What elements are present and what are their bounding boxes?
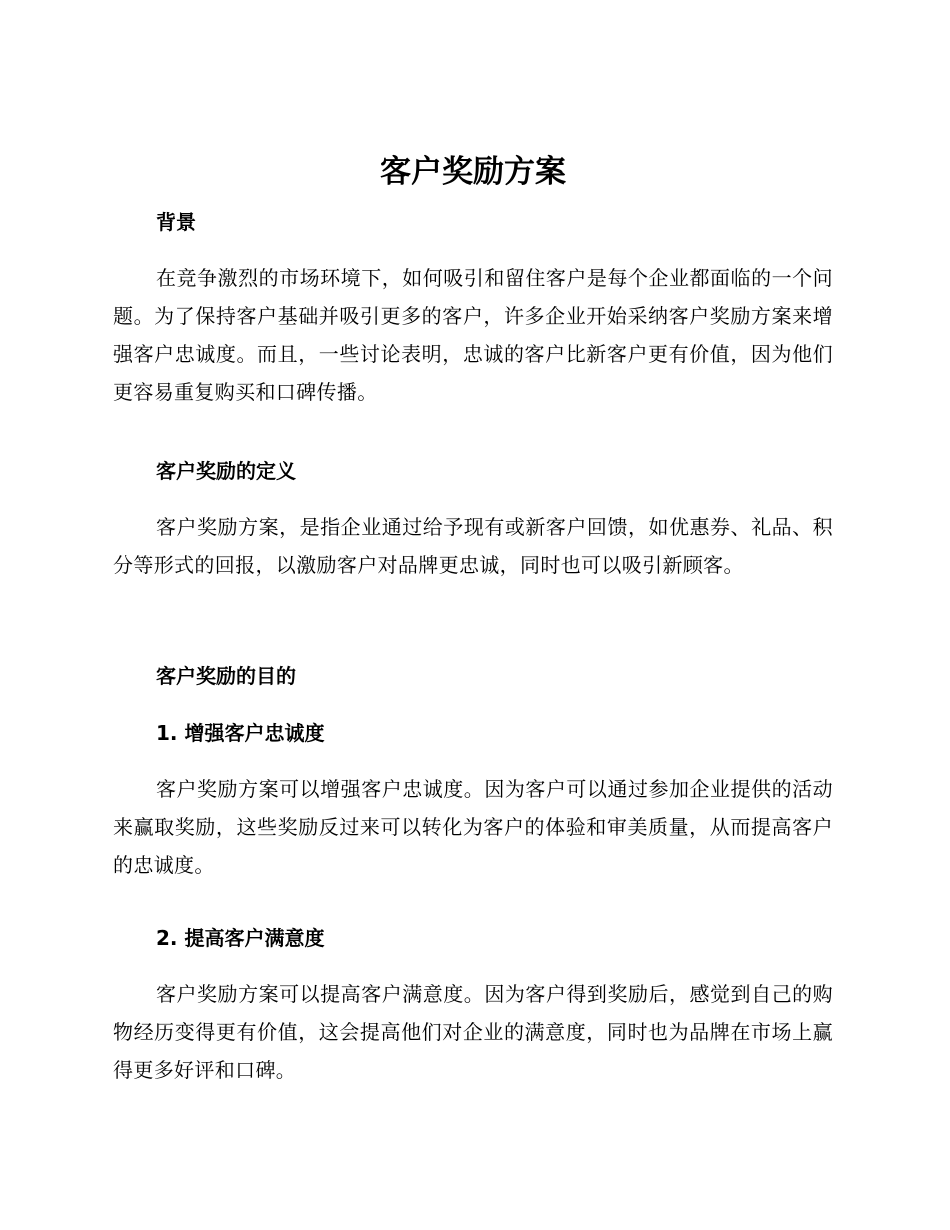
paragraph-definition: 客户奖励方案，是指企业通过给予现有或新客户回馈，如优惠券、礼品、积分等形式的回报，以激励客户对品牌更忠诚，同时也可以吸引新顾客。 xyxy=(113,515,833,577)
paragraph-background: 在竞争激烈的市场环境下，如何吸引和留住客户是每个企业都面临的一个问题。为了保持客户基础并吸引更多的客户，许多企业开始采纳客户奖励方案来增强客户忠诚度。而且，一些讨论表明，忠诚的客户比新客户更有价值，因为他们更容易重复购买和口碑传播。 xyxy=(113,266,833,404)
paragraph-loyalty: 客户奖励方案可以增强客户忠诚度。因为客户可以通过参加企业提供的活动来赢取奖励，这些奖励反过来可以转化为客户的体验和审美质量，从而提高客户的忠诚度。 xyxy=(113,777,833,877)
section-heading-purpose: 客户奖励的目的 xyxy=(156,664,296,688)
subheading-satisfaction: 2. 提高客户满意度 xyxy=(156,926,325,950)
section-heading-definition: 客户奖励的定义 xyxy=(156,459,296,483)
section-heading-background: 背景 xyxy=(156,210,196,234)
document-title: 客户奖励方案 xyxy=(380,154,566,190)
paragraph-satisfaction: 客户奖励方案可以提高客户满意度。因为客户得到奖励后，感觉到自己的购物经历变得更有价值，这会提高他们对企业的满意度，同时也为品牌在市场上赢得更多好评和口碑。 xyxy=(113,982,833,1082)
subheading-loyalty: 1. 增强客户忠诚度 xyxy=(156,721,325,745)
